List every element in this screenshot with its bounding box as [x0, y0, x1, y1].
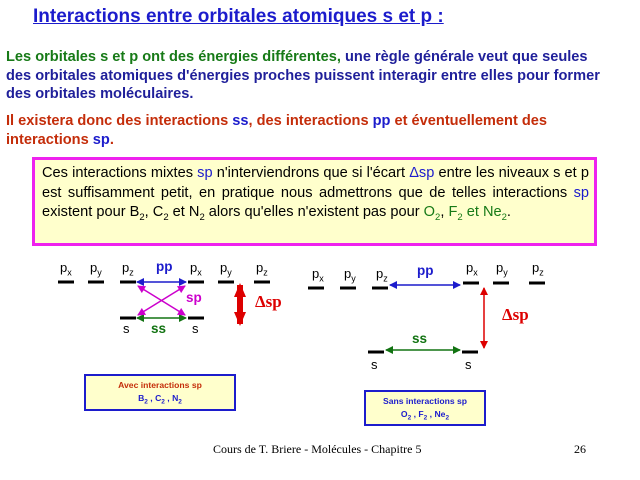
note-subscript: 2 — [199, 211, 205, 223]
orbital-letter: p — [344, 266, 352, 281]
orbital-letter: p — [220, 260, 228, 275]
label-ss-left: ss — [151, 321, 167, 336]
label-sp: sp — [186, 290, 202, 305]
label-s-right: s — [465, 357, 472, 372]
footer-page-number: 26 — [574, 442, 586, 456]
legend-without-sp-title: Sans interactions sp — [382, 396, 468, 406]
interactions-ss: ss — [232, 113, 249, 129]
orbital-subscript: z — [129, 267, 134, 278]
note-subscript: 2 — [457, 211, 463, 223]
molecule-letter: , F — [411, 409, 424, 419]
label-pz-left — [122, 260, 134, 278]
note-molecule-o: O — [423, 204, 436, 220]
note-subscript: 2 — [139, 211, 145, 223]
label-s-left: s — [371, 357, 378, 372]
interactions-sp: sp — [92, 131, 110, 148]
label-py-right — [220, 260, 232, 278]
legend-with-sp — [84, 374, 236, 411]
orbital-subscript: y — [97, 267, 102, 278]
label-pz-left — [376, 266, 388, 284]
molecule-subscript: 2 — [178, 398, 182, 406]
note-text: entre les niveaux s et p est suffisamment petit, en pratique nous admettrons que de telles interactions — [42, 165, 589, 201]
legend-with-sp-molecules — [86, 392, 234, 409]
molecule-letter: B — [138, 393, 145, 403]
orbital-subscript: z — [539, 267, 544, 278]
interactions-pp: pp — [372, 113, 391, 129]
label-pz-right — [532, 260, 544, 278]
intro-part2: une règle générale veut que seules des orbitales atomiques d'énergies proches puissent interagir entre elles pour former des orbitales moléculaires. — [6, 49, 600, 102]
orbital-letter: p — [532, 260, 540, 275]
label-ss-right: ss — [412, 331, 428, 346]
orbital-subscript: y — [227, 267, 232, 278]
label-px-left — [312, 266, 324, 284]
note-subscript: 2 — [435, 211, 441, 223]
note-molecule-ne: Ne — [482, 204, 502, 220]
orbital-letter: p — [256, 260, 264, 275]
intro-part1: Les orbitales s et p ont des énergies différentes, — [6, 49, 341, 65]
note-text: , — [440, 204, 449, 220]
label-pp-right: pp — [417, 263, 434, 278]
label-pz-right — [256, 260, 268, 278]
orbital-letter: p — [312, 266, 320, 281]
label-pp-left: pp — [156, 259, 173, 274]
orbital-letter: p — [376, 266, 384, 281]
label-s-right: s — [192, 321, 199, 336]
molecule-letter: , C — [147, 393, 162, 403]
label-delta-sp-left: Δsp — [255, 292, 282, 311]
label-py-left — [90, 260, 102, 278]
molecule-subscript: 2 — [423, 414, 428, 422]
note-text: alors qu'elles n'existent pas pour — [204, 204, 424, 220]
interactions-part2: , des interactions — [248, 113, 373, 129]
legend-without-sp — [364, 390, 486, 426]
interactions-part3: et éventuellement des interactions — [6, 113, 548, 148]
orbital-letter: p — [496, 260, 504, 275]
orbital-subscript: z — [263, 267, 268, 278]
molecule-letter: , N — [164, 393, 179, 403]
orbital-letter: p — [122, 260, 130, 275]
note-text: n'interviendrons que si l'écart — [212, 165, 410, 181]
molecule-letter: O — [400, 409, 408, 419]
label-s-left: s — [123, 321, 130, 336]
note-text: et N — [168, 204, 200, 220]
note-text: existent pour B — [42, 204, 140, 220]
label-px-left — [60, 260, 72, 278]
note-text: et — [462, 204, 483, 220]
note-subscript: 2 — [501, 211, 507, 223]
molecule-subscript: 2 — [161, 398, 165, 406]
orbital-letter: p — [90, 260, 98, 275]
label-py-left — [344, 266, 356, 284]
legend-without-sp-molecules — [366, 408, 484, 425]
orbital-letter: p — [60, 260, 68, 275]
label-delta-sp-right: Δsp — [502, 305, 529, 324]
legend-with-sp-title: Avec interactions sp — [118, 380, 202, 390]
note-sp: sp — [197, 165, 213, 181]
orbital-subscript: x — [319, 273, 324, 284]
orbital-subscript: y — [351, 273, 356, 284]
note-subscript: 2 — [163, 211, 169, 223]
molecule-subscript: 2 — [445, 414, 450, 422]
orbital-subscript: x — [197, 267, 202, 278]
note-text: , C — [144, 204, 164, 220]
molecule-letter: , Ne — [427, 409, 446, 419]
interactions-part4: . — [109, 131, 114, 148]
orbital-subscript: x — [473, 267, 478, 278]
orbital-subscript: z — [383, 273, 388, 284]
molecule-subscript: 2 — [144, 398, 148, 406]
molecule-subscript: 2 — [407, 414, 412, 422]
orbital-subscript: x — [67, 267, 72, 278]
orbital-letter: p — [190, 260, 198, 275]
slide-title: Interactions entre orbitales atomiques s et p : — [33, 6, 444, 27]
note-sp: sp — [573, 184, 589, 201]
orbital-subscript: y — [503, 267, 508, 278]
footer-course: Cours de T. Briere - Molécules - Chapitre 5 — [213, 442, 422, 456]
label-px-right — [466, 260, 478, 278]
note-text: Ces interactions mixtes — [42, 165, 198, 181]
label-py-right — [496, 260, 508, 278]
orbital-letter: p — [466, 260, 474, 275]
label-px-right — [190, 260, 202, 278]
note-delta-sp: Δsp — [409, 165, 435, 181]
note-molecule-f: F — [448, 204, 458, 220]
note-text: . — [506, 204, 511, 220]
interactions-part1: Il existera donc des interactions — [6, 113, 233, 129]
